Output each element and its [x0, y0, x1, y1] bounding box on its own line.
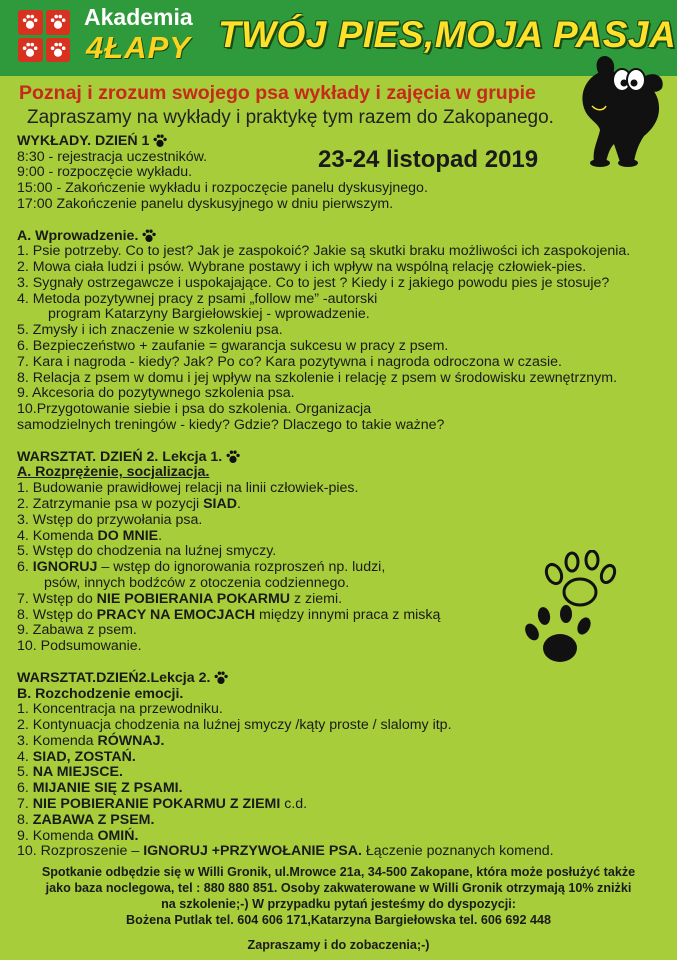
list-item: 5. Zmysły i ich znaczenie w szkoleniu psa. — [17, 322, 283, 339]
list-item-bold: IGNORUJ — [32, 559, 98, 576]
list-item-pre: 7. — [17, 796, 33, 813]
sectionA-heading — [17, 228, 657, 245]
footer-line: na szkolenie;-) W przypadku pytań jesteśmy do dyspozycji: — [161, 897, 516, 911]
logo-name: Akademia — [84, 4, 193, 30]
list-item-pre: 4. — [17, 748, 33, 765]
list-item-bold: RÓWNAJ. — [97, 732, 165, 749]
program-body — [17, 133, 657, 860]
list-item — [17, 734, 657, 750]
workshop1-heading-text: WARSZTAT. DZIEŃ 2. Lekcja 1. — [17, 448, 223, 465]
list-item: samodzielnych treningów - kiedy? Gdzie? Dlaczego to takie ważne? — [17, 417, 445, 434]
sectionA-heading-text: A. Wprowadzenie. — [17, 227, 139, 244]
list-item: 9:00 - rozpoczęcie wykładu. — [17, 164, 193, 181]
list-item-post: między innymi praca z miską — [255, 606, 441, 623]
paw-icon — [152, 133, 168, 149]
list-item: 9. Akcesoria do pozytywnego szkolenia psa. — [17, 385, 295, 402]
list-item-post: . — [158, 527, 163, 544]
logo-square — [18, 10, 43, 35]
list-item-pre: 6. — [17, 780, 33, 797]
footer-info — [0, 864, 677, 928]
list-item — [17, 844, 657, 860]
list-item-post: c.d. — [280, 796, 308, 813]
paw-icon — [213, 670, 229, 686]
logo-subname: 4ŁAPY — [86, 30, 191, 65]
slogan: TWÓJ PIES,MOJA PASJA — [218, 14, 677, 55]
list-item: program Katarzyny Bargiełowskiej - wprowadzenie. — [48, 306, 370, 323]
list-item — [17, 765, 657, 781]
list-item: 2. Mowa ciała ludzi i psów. Wybrane postawy i ich wpływ na wspólną relację człowiek-pies. — [17, 259, 587, 276]
event-date: 23-24 listopad 2019 — [318, 146, 539, 173]
list-item-pre: 2. Zatrzymanie psa w pozycji — [17, 495, 204, 512]
list-item: 1. Psie potrzeby. Co to jest? Jak je zaspokoić? Jakie są skutki braku możliwości ich zaspokojenia. — [17, 243, 631, 260]
list-item — [17, 829, 657, 845]
list-item-pre: 4. Komenda — [17, 527, 98, 544]
logo-square — [18, 38, 43, 63]
list-item — [17, 608, 657, 624]
list-item — [17, 529, 657, 545]
paw-squares-logo — [18, 10, 70, 62]
list-item-post: . — [237, 495, 241, 512]
list-item — [17, 639, 657, 655]
day1-heading — [17, 133, 657, 150]
logo-square — [46, 10, 71, 35]
intro-subtitle: Zapraszamy na wykłady i praktykę tym razem do Zakopanego. — [27, 107, 554, 128]
list-item-pre: 3. Wstęp do przywołania psa. — [17, 511, 203, 528]
list-item — [17, 750, 657, 766]
list-item — [17, 623, 657, 639]
workshop1-heading — [17, 449, 657, 466]
list-item-pre: 5. Wstęp do chodzenia na luźnej smyczy. — [17, 543, 277, 560]
footer-closing: Zapraszamy i do zobaczenia;-) — [247, 938, 430, 952]
list-item — [17, 702, 657, 718]
list-item-pre: 8. Wstęp do — [17, 606, 97, 623]
list-item-pre: 3. Komenda — [17, 732, 98, 749]
list-item: 8. Relacja z psem w domu i jej wpływ na szkolenie i relację z psem w środowisku zewnętrznym. — [17, 369, 618, 386]
list-item-bold: SIAD, ZOSTAŃ. — [32, 748, 136, 765]
list-item-pre: 5. — [17, 764, 33, 781]
list-item-pre: 1. Koncentracja na przewodniku. — [17, 701, 223, 718]
list-item-bold: NIE POBIERANIA POKARMU — [96, 590, 291, 607]
list-item-bold: IGNORUJ +PRZYWOŁANIE PSA. — [143, 843, 362, 860]
list-item-bold: OMIŃ. — [97, 827, 139, 844]
list-item: 8:30 - rejestracja uczestników. — [17, 148, 208, 165]
list-item-pre: 1. Budowanie prawidłowej relacji na linii człowiek-pies. — [17, 480, 359, 497]
list-item — [17, 544, 657, 560]
list-item-bold: ZABAWA Z PSEM. — [32, 811, 155, 828]
list-item-pre: 8. — [17, 811, 33, 828]
list-item-post: – wstęp do ignorowania rozproszeń np. ludzi, — [97, 559, 386, 576]
list-item-bold: NA MIEJSCE. — [32, 764, 123, 781]
list-item-pre: 6. — [17, 559, 33, 576]
intro-title: Poznaj i zrozum swojego psa wykłady i zajęcia w grupie — [19, 82, 536, 104]
footer-line: jako baza noclegowa, tel : 880 880 851. Osoby zakwaterowane w Willi Gronik otrzymają 10% zniżki — [45, 881, 632, 895]
list-item: 7. Kara i nagroda - kiedy? Jak? Po co? Kara pozytywna i nagroda odroczona w czasie. — [17, 353, 562, 370]
list-item-pre: 10. Podsumowanie. — [17, 638, 142, 655]
list-item-pre: psów, innych bodźców z otoczenia codziennego. — [44, 574, 350, 591]
list-item — [17, 592, 657, 608]
list-item — [17, 718, 657, 734]
list-item-pre: 2. Kontynuacja chodzenia na luźnej smyczy /kąty proste / slalomy itp. — [17, 717, 452, 734]
list-item-pre: 9. Komenda — [17, 827, 98, 844]
list-item-pre: 7. Wstęp do — [17, 590, 97, 607]
footer-line: Bożena Putlak tel. 604 606 171,Katarzyna Bargiełowska tel. 606 692 448 — [126, 913, 551, 927]
paw-icon — [141, 228, 157, 244]
list-item-bold: NIE POBIERANIE POKARMU Z ZIEMI — [32, 796, 281, 813]
list-item-bold: MIJANIE SIĘ Z PSAMI. — [32, 780, 183, 797]
list-item: 3. Sygnały ostrzegawcze i uspokajające. Co to jest ? Kiedy i z jakiego powodu pies je stosuje? — [17, 274, 610, 291]
footer-line: Spotkanie odbędzie się w Willi Gronik, ul.Mrowce 21a, 34-500 Zakopane, która może posłużyć także — [41, 865, 636, 879]
list-item — [17, 797, 657, 813]
list-item-bold: PRACY NA EMOCJACH — [96, 606, 256, 623]
day1-heading-text: WYKŁADY. DZIEŃ 1 — [17, 132, 150, 149]
list-item-bold: SIAD — [203, 495, 237, 512]
workshop2-subheading: B. Rozchodzenie emocji. — [17, 685, 184, 702]
list-item — [17, 781, 657, 797]
list-item: 17:00 Zakończenie panelu dyskusyjnego w dniu pierwszym. — [17, 195, 394, 212]
list-item: 4. Metoda pozytywnej pracy z psami „follow me” -autorski — [17, 290, 378, 307]
list-item-bold: DO MNIE — [97, 527, 159, 544]
workshop2-heading — [17, 670, 657, 687]
logo-square — [46, 38, 71, 63]
list-item: 15:00 - Zakończenie wykładu i rozpoczęcie panelu dyskusyjnego. — [17, 180, 428, 197]
workshop2-list — [17, 702, 657, 860]
list-item-post: Łączenie poznanych komend. — [361, 843, 554, 860]
list-item — [17, 513, 657, 529]
list-item-pre: 10. Rozproszenie – — [17, 843, 144, 860]
workshop1-subheading: A. Rozprężenie, socjalizacja. — [17, 464, 210, 481]
list-item — [17, 497, 657, 513]
list-item — [17, 560, 657, 576]
paw-icon — [225, 449, 241, 465]
workshop1-list — [17, 481, 657, 655]
list-item — [17, 576, 657, 592]
list-item: 10.Przygotowanie siebie i psa do szkolenia. Organizacja — [17, 401, 372, 418]
list-item-post: z ziemi. — [290, 590, 343, 607]
list-item: 6. Bezpieczeństwo + zaufanie = gwarancja sukcesu w pracy z psem. — [17, 338, 449, 355]
workshop2-heading-text: WARSZTAT.DZIEŃ2.Lekcja 2. — [17, 669, 211, 686]
list-item-pre: 9. Zabawa z psem. — [17, 622, 137, 639]
list-item — [17, 813, 657, 829]
list-item — [17, 481, 657, 497]
